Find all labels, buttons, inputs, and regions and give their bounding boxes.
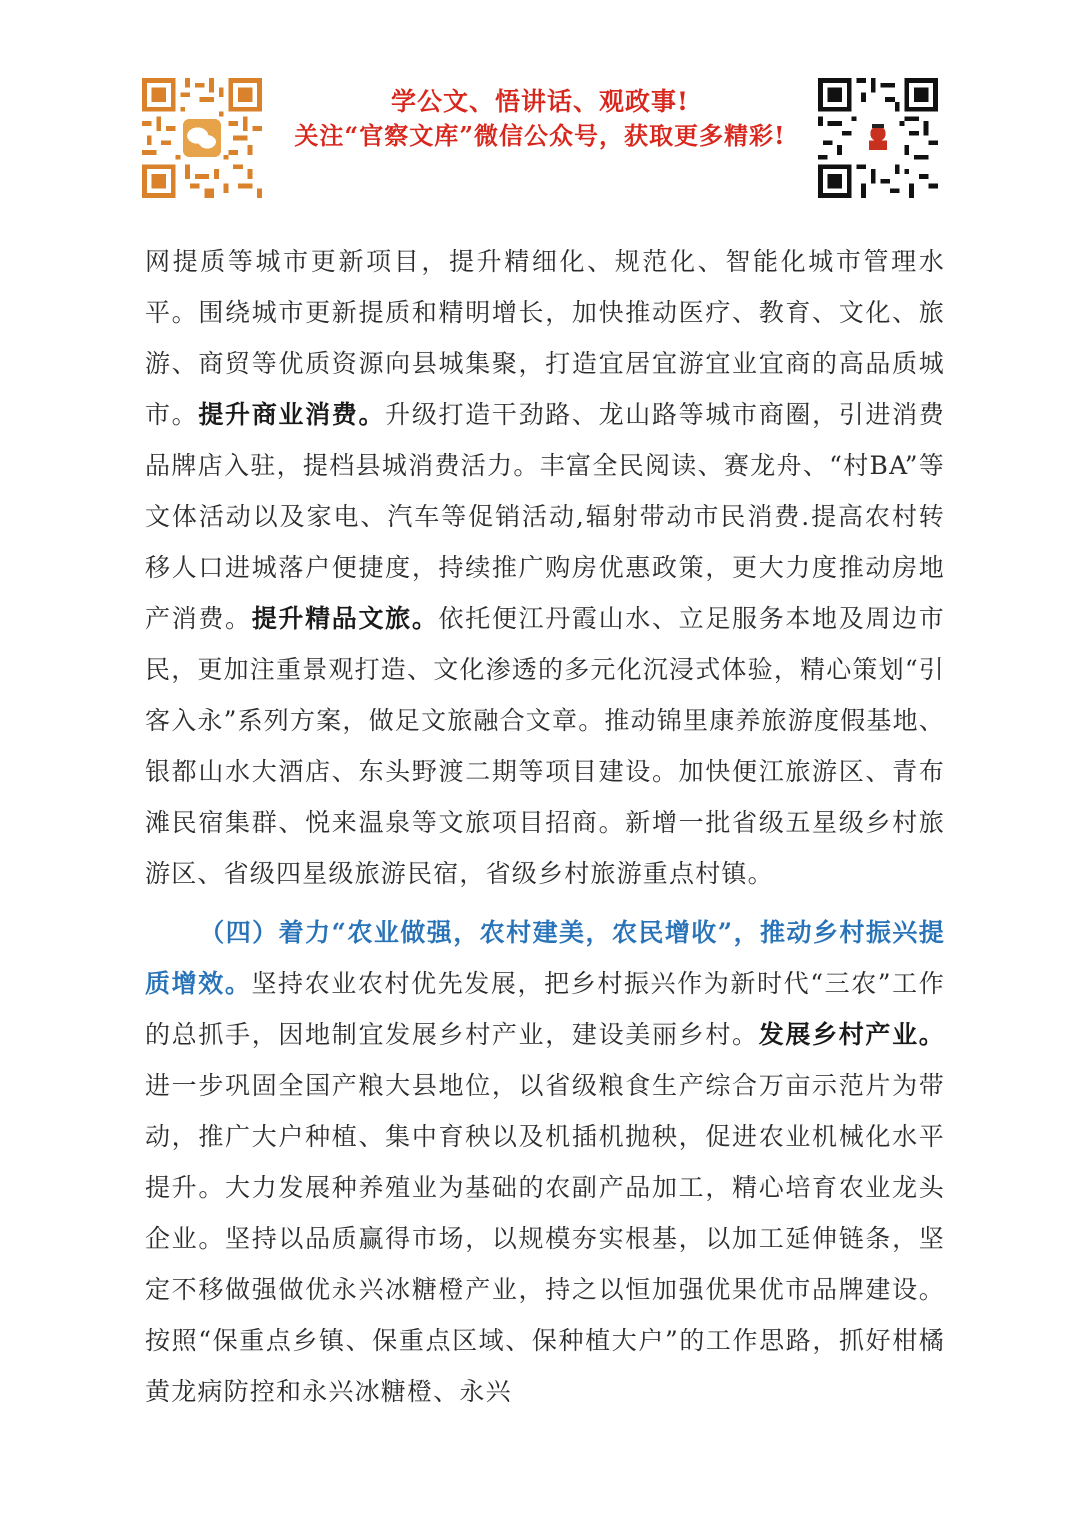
page-header [0, 0, 1080, 210]
subheading-commercial-consumption: 提升商业消费。 [198, 400, 386, 429]
wechat-qr-code-image [142, 78, 262, 198]
qr-code-right-icon [818, 78, 938, 198]
paragraph-urban-consumption-tourism [145, 236, 945, 899]
section-heading-4: （四）着力“农业做强，农村建美，农民增收”，推动乡村振兴提质增效。 [145, 918, 945, 998]
text-segment: 网提质等城市更新项目，提升精细化、规范化、智能化城市管理水平。围绕城市更新提质和精明增长，加快推动医疗、教育、文化、旅游、商贸等优质资源向县城集聚，打造宜居宜游宜业宜商的高品质城市。 [145, 247, 945, 429]
paragraph-rural-revitalization [145, 907, 945, 1417]
text-segment: 进一步巩固全国产粮大县地位，以省级粮食生产综合万亩示范片为带动，推广大户种植、集中育秧以及机插机抛秧，促进农业机械化水平提升。大力发展种养殖业为基础的农副产品加工，精心培育农业龙头企业。坚持以品质赢得市场，以规模夯实根基，以加工延伸链条，坚定不移做强做优永兴冰糖橙产业，持之以恒加强优果优市品牌建设。按照“保重点乡镇、保重点区域、保种植大户”的工作思路，抓好柑橘黄龙病防控和永兴冰糖橙、永兴 [145, 1071, 945, 1406]
text-segment: 依托便江丹霞山水、立足服务本地及周边市民，更加注重景观打造、文化渗透的多元化沉浸式体验，精心策划“引客入永”系列方案，做足文旅融合文章。推动锦里康养旅游度假基地、银都山水大酒店、东头野渡二期等项目建设。加快便江旅游区、青布滩民宿集群、悦来温泉等文旅项目招商。新增一批省级五星级乡村旅游区、省级四星级旅游民宿，省级乡村旅游重点村镇。 [145, 604, 945, 888]
slogan-line-1: 学公文、悟讲话、观政事! [391, 87, 689, 116]
text-segment: 升级打造干劲路、龙山路等城市商圈，引进消费品牌店入驻，提档县城消费活力。丰富全民阅读、赛龙舟、“村BA”等文体活动以及家电、汽车等促销活动,辐射带动市民消费.提高农村转移人口进城落户便捷度，持续推广购房优惠政策，更大力度推动房地产消费。 [145, 400, 946, 633]
official-account-qr-code-image [818, 78, 938, 198]
subheading-cultural-tourism: 提升精品文旅。 [251, 604, 439, 633]
subheading-rural-industry: 发展乡村产业。 [758, 1020, 945, 1049]
text-segment: 坚持农业农村优先发展，把乡村振兴作为新时代“三农”工作的总抓手，因地制宜发展乡村产业，建设美丽乡村。 [145, 969, 945, 1049]
slogan-line-2: 关注“官察文库”微信公众号，获取更多精彩! [294, 121, 786, 150]
document-body [145, 236, 945, 1417]
qr-code-left-icon [142, 78, 262, 198]
